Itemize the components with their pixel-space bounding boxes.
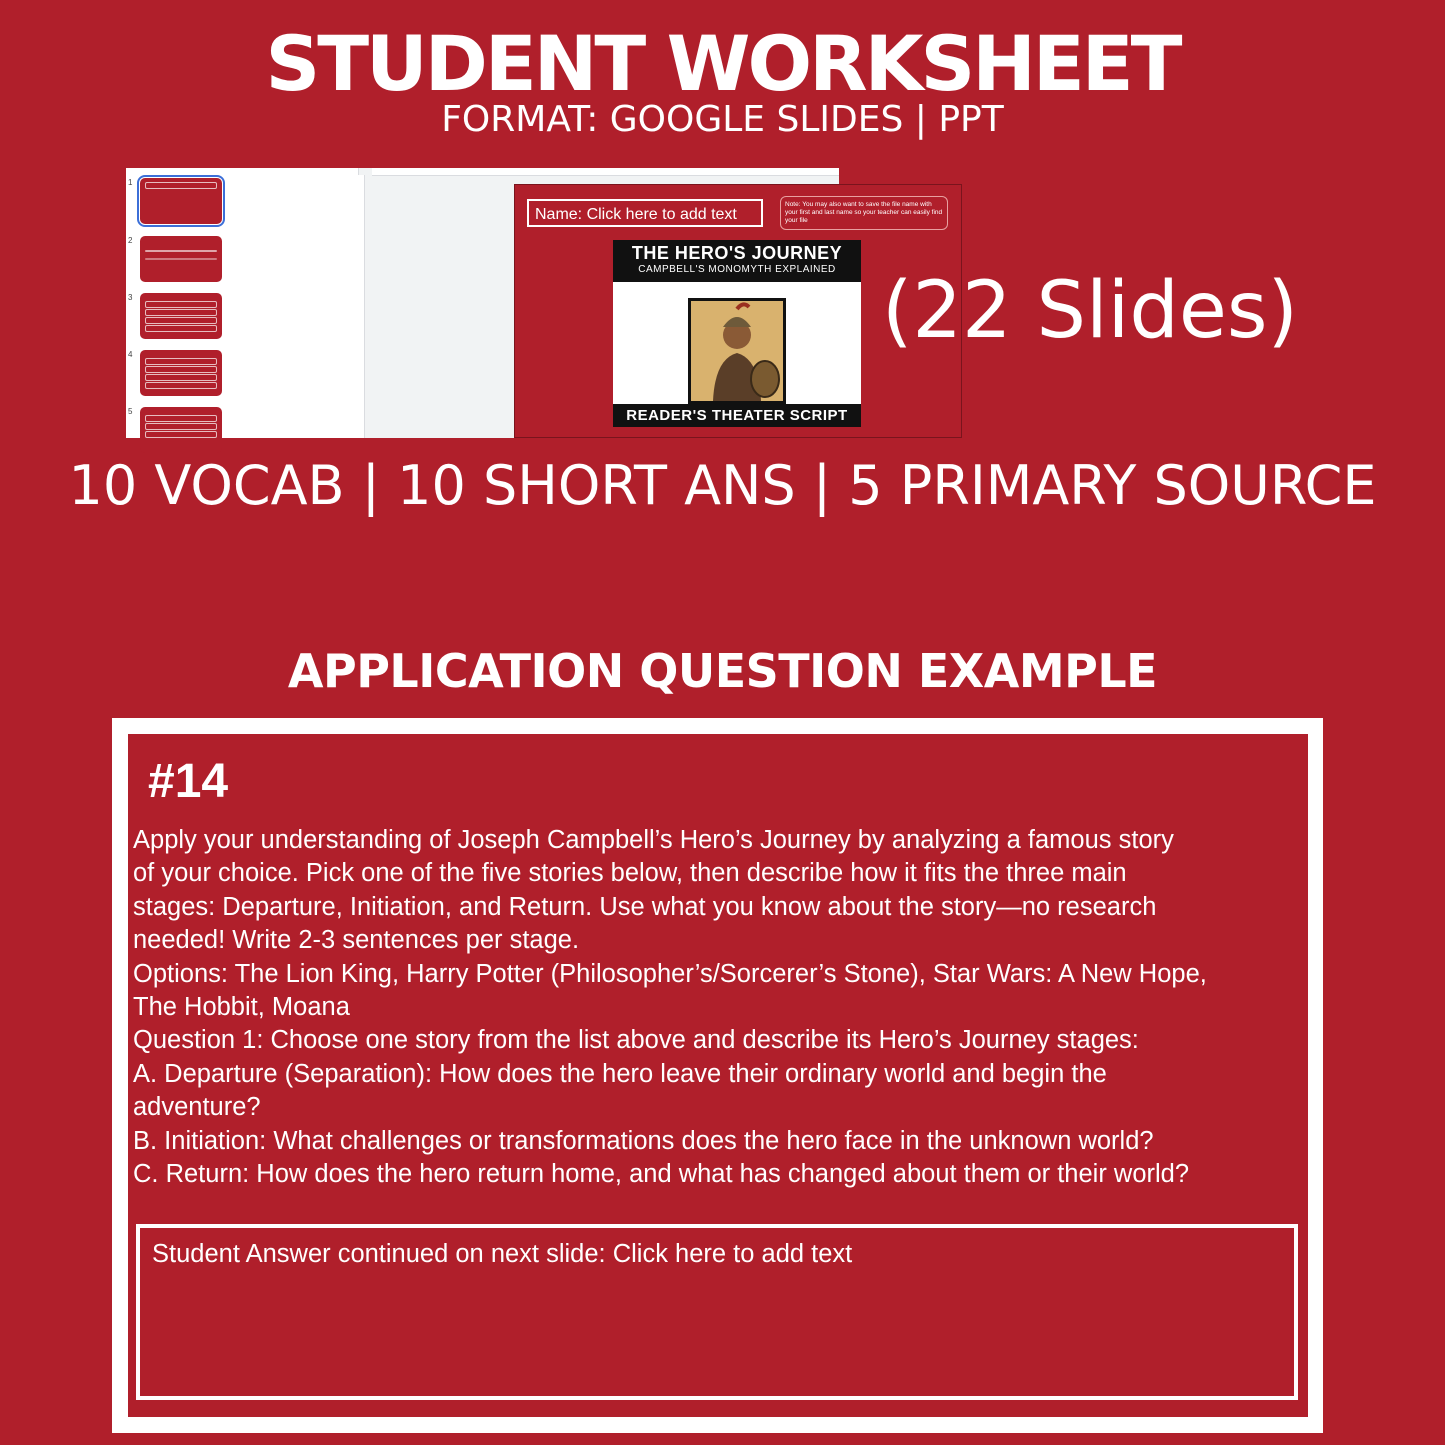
question-line: The Hobbit, Moana bbox=[133, 993, 350, 1022]
slide-thumbnail[interactable] bbox=[140, 178, 222, 224]
question-line: needed! Write 2-3 sentences per stage. bbox=[133, 926, 580, 955]
question-line: B. Initiation: What challenges or transformations does the hero face in the unknown world? bbox=[133, 1126, 1154, 1155]
thumbnail-number: 4 bbox=[128, 350, 133, 359]
cover-subtitle: CAMPBELL'S MONOMYTH EXPLAINED bbox=[638, 264, 836, 275]
example-slide-frame bbox=[112, 718, 1323, 1433]
thumbnail-number: 2 bbox=[128, 236, 133, 245]
slides-count: (22 Slides) bbox=[882, 266, 1298, 356]
question-line: C. Return: How does the hero return home, and what has changed about them or their world? bbox=[133, 1160, 1190, 1189]
slide-thumbnail[interactable] bbox=[140, 407, 222, 453]
slide-thumbnail[interactable] bbox=[140, 293, 222, 339]
question-line: Apply your understanding of Joseph Campbell’s Hero’s Journey by analyzing a famous story bbox=[133, 826, 1174, 854]
page-title: STUDENT WORKSHEET bbox=[265, 19, 1180, 108]
name-text-field[interactable]: Name: Click here to add text bbox=[527, 199, 763, 227]
horizontal-ruler bbox=[372, 168, 839, 176]
content-stats: 10 VOCAB | 10 SHORT ANS | 5 PRIMARY SOURCE bbox=[68, 454, 1377, 517]
slide-canvas bbox=[372, 176, 943, 438]
question-line: of your choice. Pick one of the five stories below, then describe how it fits the three main bbox=[133, 859, 1127, 888]
slide-thumbnail-panel[interactable] bbox=[126, 168, 359, 438]
application-heading: APPLICATION QUESTION EXAMPLE bbox=[287, 644, 1158, 698]
question-line: stages: Departure, Initiation, and Return. Use what you know about the story—no research bbox=[133, 892, 1157, 921]
question-line: Question 1: Choose one story from the list above and describe its Hero’s Journey stages: bbox=[133, 1026, 1139, 1055]
student-answer-field[interactable] bbox=[136, 1224, 1298, 1400]
thumbnail-number: 1 bbox=[128, 178, 133, 187]
question-number: #14 bbox=[148, 755, 229, 808]
slide-thumbnail[interactable] bbox=[140, 236, 222, 282]
slides-editor-screenshot bbox=[126, 168, 943, 438]
answer-placeholder: Student Answer continued on next slide: Click here to add text bbox=[152, 1240, 853, 1268]
slide-thumbnail[interactable] bbox=[140, 350, 222, 396]
question-text bbox=[133, 824, 1303, 1191]
cover-footer: READER'S THEATER SCRIPT bbox=[613, 404, 861, 427]
cover-image bbox=[613, 240, 861, 427]
note-text: Note: You may also want to save the file name with your first and last name so your teacher can easily find your file bbox=[780, 196, 948, 230]
vertical-ruler bbox=[358, 175, 365, 438]
question-line: Options: The Lion King, Harry Potter (Philosopher’s/Sorcerer’s Stone), Star Wars: A New Hope, bbox=[133, 959, 1207, 988]
format-subtitle: FORMAT: GOOGLE SLIDES | PPT bbox=[441, 99, 1004, 140]
thumbnail-number: 3 bbox=[128, 293, 133, 302]
thumbnail-number: 5 bbox=[128, 407, 133, 416]
warrior-illustration bbox=[688, 298, 786, 404]
example-slide bbox=[128, 734, 1308, 1417]
question-line: adventure? bbox=[133, 1093, 261, 1122]
cover-title: THE HERO'S JOURNEY bbox=[631, 243, 843, 263]
cover-header bbox=[613, 240, 861, 282]
question-line: A. Departure (Separation): How does the hero leave their ordinary world and begin the bbox=[133, 1059, 1107, 1088]
